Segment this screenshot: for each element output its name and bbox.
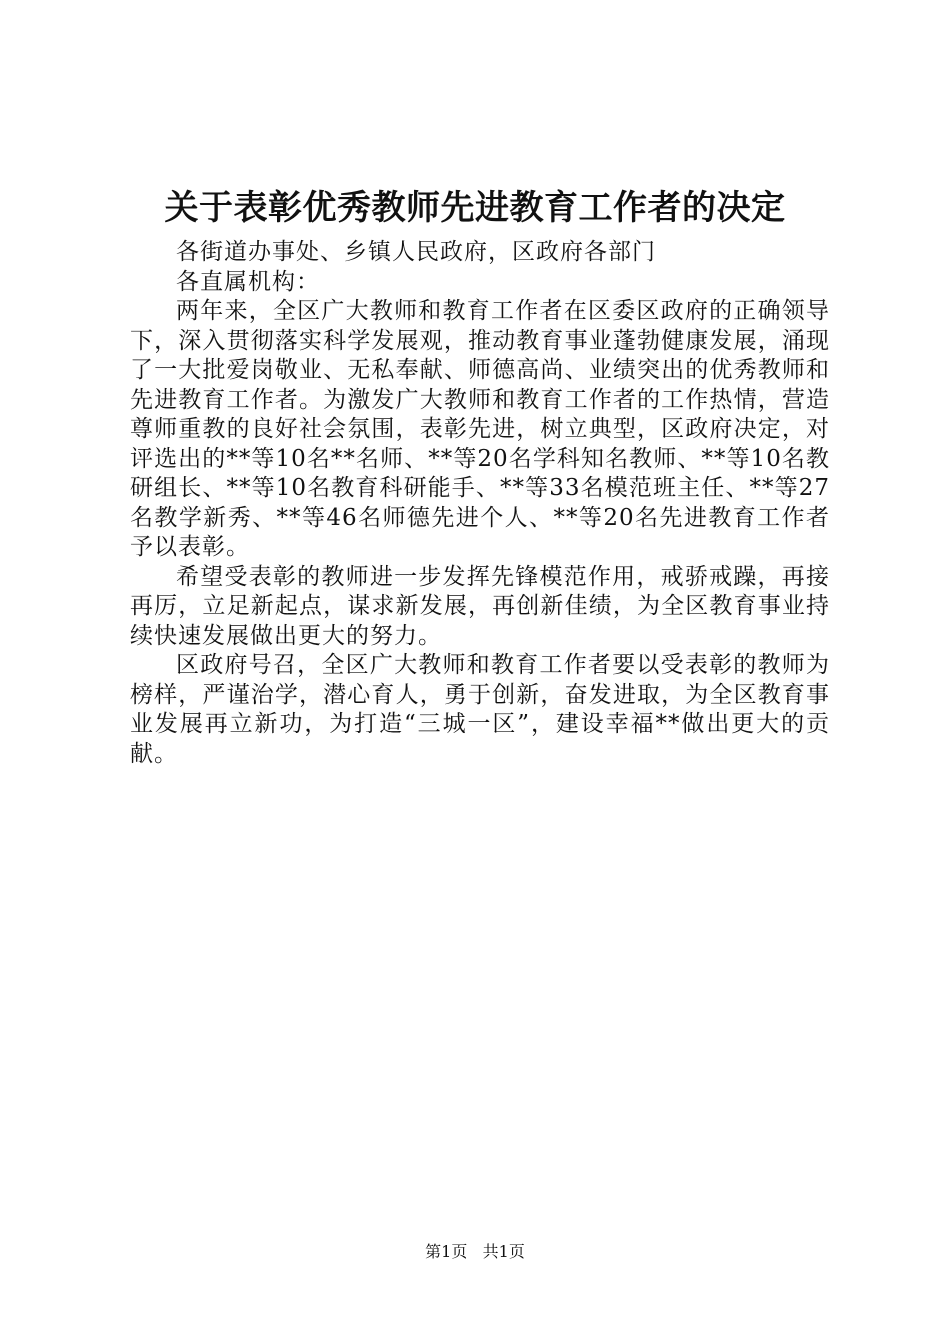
body-paragraph: 两年来，全区广大教师和教育工作者在区委区政府的正确领导下，深入贯彻落实科学发展观，推动教育事业蓬勃健康发展，涌现了一大批爱岗敬业、无私奉献、师德高尚、业绩突出的优秀教师和先进教育工作者。为激发广大教师和教育工作者的工作热情，营造尊师重教的良好社会氛围，表彰先进，树立典型，区政府决定，对评选出的**等10名**名师、**等20名学科知名教师、**等10名教研组长、**等10名教育科研能手、**等33名模范班主任、**等27名教学新秀、**等46名师德先进个人、**等20名先进教育工作者予以表彰。 bbox=[130, 298, 830, 560]
page-spacer bbox=[472, 1242, 477, 1261]
page-total: 共1页 bbox=[482, 1242, 525, 1261]
body-paragraph: 区政府号召，全区广大教师和教育工作者要以受表彰的教师为榜样，严谨治学，潜心育人，勇于创新，奋发进取，为全区教育事业发展再立新功，为打造“三城一区”，建设幸福**做出更大的贡献。 bbox=[130, 652, 830, 767]
salutation-line: 各街道办事处、乡镇人民政府，区政府各部门 bbox=[176, 239, 656, 265]
document-body bbox=[130, 238, 830, 769]
document-title: 关于表彰优秀教师先进教育工作者的决定 bbox=[164, 188, 786, 228]
page-footer bbox=[0, 1241, 950, 1263]
salutation-line: 各直属机构： bbox=[176, 268, 320, 295]
page-number: 第1页 bbox=[425, 1242, 468, 1261]
body-paragraph: 希望受表彰的教师进一步发挥先锋模范作用，戒骄戒躁，再接再厉，立足新起点，谋求新发展，再创新佳绩，为全区教育事业持续快速发展做出更大的努力。 bbox=[130, 563, 830, 649]
